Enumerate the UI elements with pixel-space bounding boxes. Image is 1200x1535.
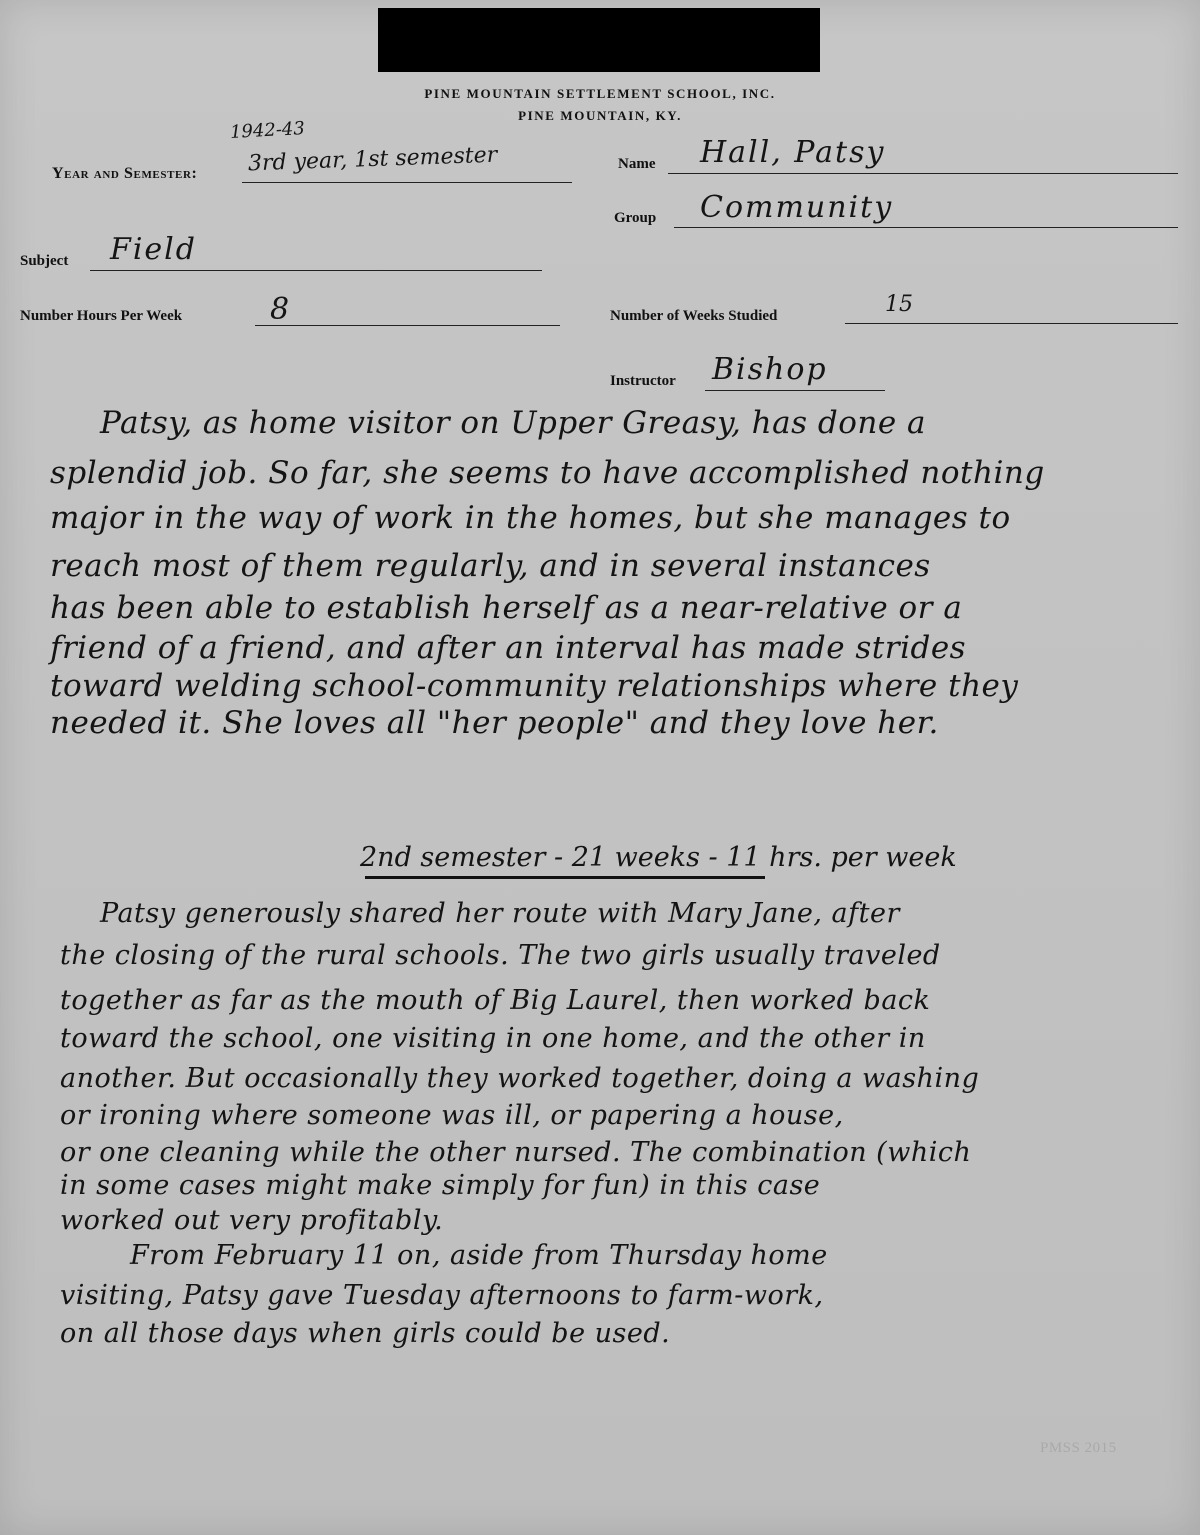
weeks-studied-rule [845, 323, 1178, 324]
subject-label: Subject [20, 253, 69, 269]
report-line: together as far as the mouth of Big Laurel, then worked back [60, 985, 931, 1016]
semester2-heading-underline [365, 876, 765, 879]
group-label: Group [614, 210, 657, 226]
name-value: Hall, Patsy [700, 135, 886, 170]
name-rule [668, 173, 1178, 174]
subject-value: Field [110, 232, 197, 267]
report-line: in some cases might make simply for fun) in this case [60, 1170, 821, 1201]
report-line: From February 11 on, aside from Thursday home [130, 1240, 828, 1271]
subject-rule [90, 270, 542, 271]
report-line: worked out very profitably. [60, 1205, 444, 1236]
letterhead-org-place: PINE MOUNTAIN, KY. [518, 108, 682, 123]
report-line: major in the way of work in the homes, but she manages to [50, 500, 1011, 536]
report-line: visiting, Patsy gave Tuesday afternoons to farm-work, [60, 1280, 824, 1311]
year-note: 1942-43 [229, 118, 306, 143]
report-line: another. But occasionally they worked together, doing a washing [60, 1063, 980, 1094]
hours-per-week-rule [255, 325, 560, 326]
group-value: Community [700, 190, 894, 225]
report-line: on all those days when girls could be used. [60, 1318, 671, 1349]
report-line: Patsy generously shared her route with Mary Jane, after [100, 898, 900, 929]
report-line: toward welding school-community relationships where they [50, 668, 1019, 704]
report-line: splendid job. So far, she seems to have accomplished nothing [50, 455, 1045, 491]
weeks-studied-value: 15 [885, 292, 913, 317]
semester2-heading: 2nd semester - 21 weeks - 11 hrs. per week [360, 842, 957, 873]
year-semester-label: Year and Semester: [52, 165, 198, 182]
year-semester-value: 3rd year, 1st semester [247, 142, 498, 177]
instructor-rule [705, 390, 885, 391]
report-line: or one cleaning while the other nursed. The combination (which [60, 1137, 972, 1168]
hours-per-week-value: 8 [270, 292, 292, 327]
weeks-studied-label: Number of Weeks Studied [610, 308, 778, 324]
report-line: Patsy, as home visitor on Upper Greasy, has done a [100, 405, 927, 441]
report-line: or ironing where someone was ill, or papering a house, [60, 1100, 844, 1131]
report-line: has been able to establish herself as a near-relative or a [50, 590, 963, 626]
report-line: reach most of them regularly, and in several instances [50, 548, 931, 584]
letterhead-org-name: PINE MOUNTAIN SETTLEMENT SCHOOL, INC. [424, 86, 776, 101]
report-line: needed it. She loves all "her people" and they love her. [50, 705, 939, 741]
report-line: toward the school, one visiting in one home, and the other in [60, 1023, 926, 1054]
name-label: Name [618, 156, 656, 172]
year-semester-rule [242, 182, 572, 183]
hours-per-week-label: Number Hours Per Week [20, 308, 183, 324]
redaction-bar [378, 8, 820, 72]
group-rule [674, 227, 1178, 228]
instructor-label: Instructor [610, 373, 676, 389]
instructor-value: Bishop [712, 352, 828, 387]
report-line: the closing of the rural schools. The two girls usually traveled [60, 940, 941, 971]
report-line: friend of a friend, and after an interval has made strides [50, 630, 967, 666]
archive-watermark: PMSS 2015 [1040, 1440, 1117, 1456]
